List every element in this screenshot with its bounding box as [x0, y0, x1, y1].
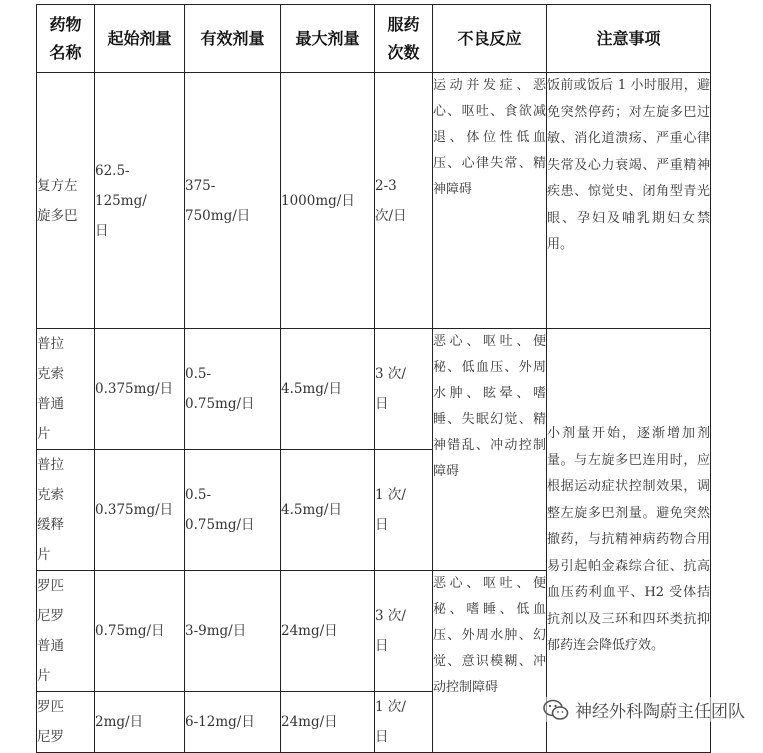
- drug-name-cell: 普拉克索缓释片: [37, 450, 95, 571]
- frequency-cell: 2-3 次/日: [375, 73, 433, 329]
- max-dose-cell: 24mg/日: [281, 571, 375, 692]
- drug-name-cell: 罗匹尼罗: [37, 692, 95, 753]
- header-max-dose: 最大剂量: [281, 5, 375, 73]
- drug-dosage-table: [36, 4, 711, 753]
- header-row: [37, 5, 711, 73]
- drug-name-cell: 罗匹尼罗普通片: [37, 571, 95, 692]
- table-row: [37, 73, 711, 329]
- table-row: [37, 329, 711, 450]
- wechat-icon: [543, 699, 569, 721]
- adverse-cell: 恶心、呕吐、便秘、嗜睡、低血压、外周水肿、幻觉、意识模糊、冲动控制障碍: [433, 571, 547, 753]
- adverse-cell: 恶心、呕吐、便秘、低血压、外周水肿、眩晕、嗜睡、失眠幻觉、精神错乱、冲动控制障碍: [433, 329, 547, 571]
- effective-dose-cell: 6-12mg/日: [185, 692, 281, 753]
- max-dose-cell: 24mg/日: [281, 692, 375, 753]
- header-start-dose: 起始剂量: [95, 5, 185, 73]
- frequency-cell: 3 次/日: [375, 329, 433, 450]
- start-dose-cell: 62.5-125mg/日: [95, 73, 185, 329]
- frequency-cell: 1 次/日: [375, 450, 433, 571]
- max-dose-cell: 1000mg/日: [281, 73, 375, 329]
- start-dose-cell: 0.75mg/日: [95, 571, 185, 692]
- max-dose-cell: 4.5mg/日: [281, 329, 375, 450]
- header-effective-dose: 有效剂量: [185, 5, 281, 73]
- header-notes: 注意事项: [547, 5, 711, 73]
- drug-name-cell: 普拉克索普通片: [37, 329, 95, 450]
- frequency-cell: 1 次/日: [375, 692, 433, 753]
- drug-name-cell: 复方左旋多巴: [37, 73, 95, 329]
- notes-cell: 饭前或饭后 1 小时服用，避免突然停药；对左旋多巴过敏、消化道溃疡、严重心律失常及心力衰竭、严重精神疾患、惊觉史、闭角型青光眼、孕妇及哺乳期妇女禁用。: [547, 73, 711, 329]
- start-dose-cell: 0.375mg/日: [95, 329, 185, 450]
- effective-dose-cell: 375-750mg/日: [185, 73, 281, 329]
- watermark-text: 神经外科陶蔚主任团队: [575, 702, 745, 722]
- frequency-cell: 3 次/日: [375, 571, 433, 692]
- effective-dose-cell: 0.5-0.75mg/日: [185, 329, 281, 450]
- max-dose-cell: 4.5mg/日: [281, 450, 375, 571]
- header-drug-name: 药物名称: [37, 5, 95, 73]
- header-frequency: 服药次数: [375, 5, 433, 73]
- effective-dose-cell: 0.5-0.75mg/日: [185, 450, 281, 571]
- start-dose-cell: 0.375mg/日: [95, 450, 185, 571]
- effective-dose-cell: 3-9mg/日: [185, 571, 281, 692]
- header-adverse: 不良反应: [433, 5, 547, 73]
- start-dose-cell: 2mg/日: [95, 692, 185, 753]
- watermark: [539, 697, 749, 722]
- notes-cell: 小剂量开始，逐渐增加剂量。与左旋多巴连用时，应根据运动症状控制效果，调整左旋多巴剂量。避免突然撤药，与抗精神病药物合用易引起帕金森综合征、抗高血压药利血平、H2 受体拮抗剂以及三环和四环类抗抑郁药连会降低疗效。: [547, 329, 711, 753]
- adverse-cell: 运动并发症、恶心、呕吐、食欲减退、体位性低血压、心律失常、精神障碍: [433, 73, 547, 329]
